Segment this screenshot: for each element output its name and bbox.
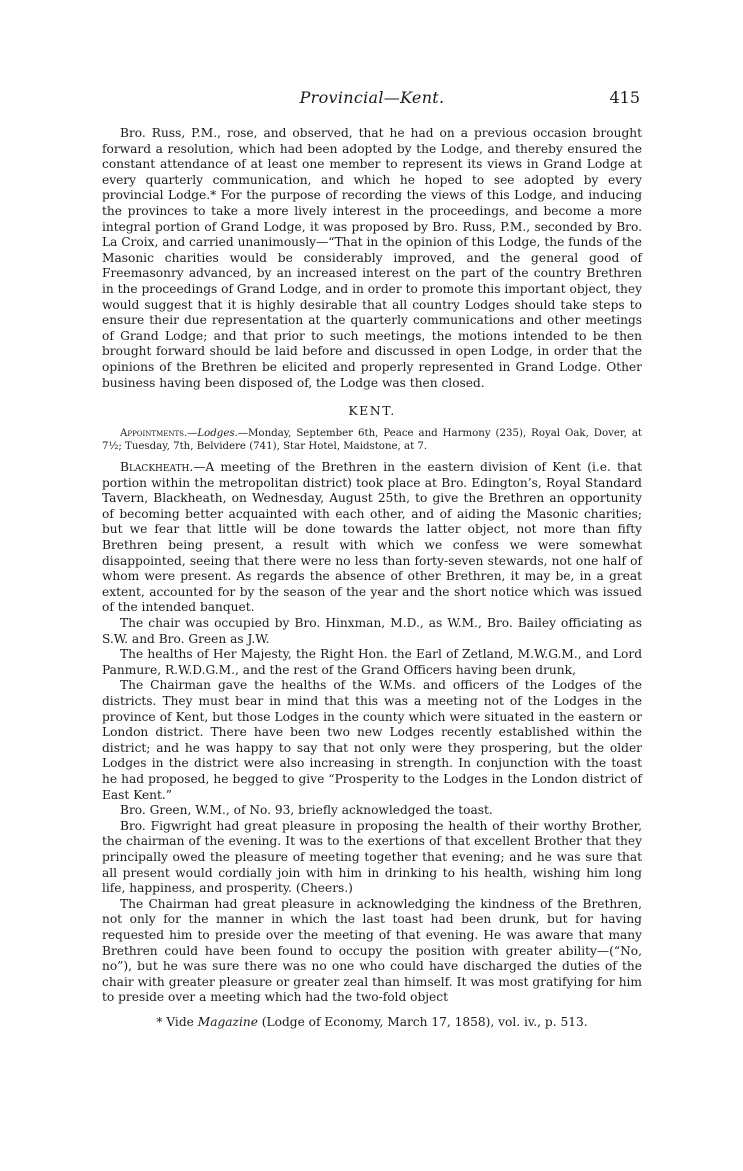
appointments-lodges: Lodges. bbox=[197, 428, 238, 440]
footnote-rest: (Lodge of Economy, March 17, 1858), vol. iv., p. 513. bbox=[257, 1014, 588, 1029]
footnote-magazine: Magazine bbox=[197, 1014, 258, 1029]
page bbox=[102, 88, 642, 1030]
section-heading-kent: KENT. bbox=[348, 403, 396, 419]
appointments-lead: Appointments.— bbox=[120, 428, 198, 440]
paragraph-chairman-reply: The Chairman had great pleasure in acknowledging the kindness of the Brethren, not only for the manner in which the last toast had been drunk, but for having requested him to preside over the meeting of that evening. He was aware that many Brethren could have been found to occupy the position with greater ability—(“No, no”), but he was sure there was no one who could have discharged the duties of the chair with greater pleasure or greater zeal than himself. It was most gratifying for him to preside over a meeting which had the two-fold object bbox=[102, 896, 642, 1005]
appointments-text: —Monday, September 6th, Peace and Harmony (235), Royal Oak, Dover, at 7½; Tuesday, 7th, Belvidere (741), Star Hotel, Maidstone, at 7. bbox=[102, 428, 642, 453]
paragraph-green: Bro. Green, W.M., of No. 93, briefly acknowledged the toast. bbox=[120, 803, 493, 818]
paragraph-russ-resolution: Bro. Russ, P.M., rose, and observed, that he had on a previous occasion brought forward a resolution, which had been adopted by the Lodge, and thereby ensured the constant attendance of at least one member to represent its views in Grand Lodge at every quarterly communication, and which he hoped to see adopted by every provincial Lodge.* For the purpose of recording the views of this Lodge, and inducing the provinces to take a more lively interest in the proceedings, and become a more integral portion of Grand Lodge, it was proposed by Bro. Russ, P.M., seconded by Bro. La Croix, and carried unanimously—“That in the opinion of this Lodge, the funds of the Masonic charities would be considerably improved, and the general good of Freemasonry advanced, by an increased interest on the part of the country Brethren in the proceedings of Grand Lodge, and in order to promote this important object, they would suggest that it is highly desirable that all country Lodges should take steps to ensure their due representation at the quarterly communications and other meetings of Grand Lodge; and that prior to such meetings, the motions intended to be then brought forward should be laid before and discussed in open Lodge, in order that the opinions of the Brethren be elicited and properly represented in Grand Lodge. Other business having been disposed of, the Lodge was then closed. bbox=[102, 126, 642, 390]
paragraph-chair: The chair was occupied by Bro. Hinxman, M.D., as W.M., Bro. Bailey officiating as S.W. and Bro. Green as J.W. bbox=[102, 616, 642, 646]
running-title: Provincial—Kent. bbox=[299, 88, 445, 107]
paragraph-blackheath bbox=[102, 460, 642, 616]
running-head bbox=[102, 88, 642, 114]
blackheath-lead: Blackheath. bbox=[120, 460, 194, 475]
blackheath-text: —A meeting of the Brethren in the eastern division of Kent (i.e. that portion within the metropolitan district) took place at Bro. Edington’s, Royal Standard Tavern, Blackheath, on Wednesday, August 25th, to give the Brethren an opportunity of becoming better acquainted with each other, and of aiding the Masonic charities; but we fear that little will be done towards the latter object, not more than fifty Brethren being present, a result with which we confess we were somewhat disappointed, seeing that there were no less than forty-seven stewards, not one half of whom were present. As regards the absence of other Brethren, it may be, in a great extent, accounted for by the season of the year and the short notice which was issued of the intended banquet. bbox=[102, 460, 642, 615]
paragraph-healths: The healths of Her Majesty, the Right Hon. the Earl of Zetland, M.W.G.M., and Lord Panmure, R.W.D.G.M., and the rest of the Grand Officers having been drunk, bbox=[102, 647, 642, 677]
footnote bbox=[102, 1015, 642, 1031]
appointments-notice bbox=[102, 427, 642, 453]
page-number: 415 bbox=[609, 88, 640, 107]
paragraph-figwright: Bro. Figwright had great pleasure in proposing the health of their worthy Brother, the chairman of the evening. It was to the exertions of that excellent Brother that they principally owed the pleasure of meeting together that evening; and he was sure that all present would cordially join with him in drinking to his health, wishing him long life, happiness, and prosperity. (Cheers.) bbox=[102, 818, 642, 896]
paragraph-chairman-toast: The Chairman gave the healths of the W.Ms. and officers of the Lodges of the districts. They must bear in mind that this was a meeting not of the Lodges in the province of Kent, but those Lodges in the county which were situated in the eastern or London district. There have been two new Lodges recently established within the district; and he was happy to say that not only were they prospering, but the older Lodges in the district were also increasing in strength. In conjunction with the toast he had proposed, he begged to give “Prosperity to the Lodges in the London district of East Kent.” bbox=[102, 678, 642, 802]
footnote-prefix: * Vide bbox=[156, 1014, 198, 1029]
